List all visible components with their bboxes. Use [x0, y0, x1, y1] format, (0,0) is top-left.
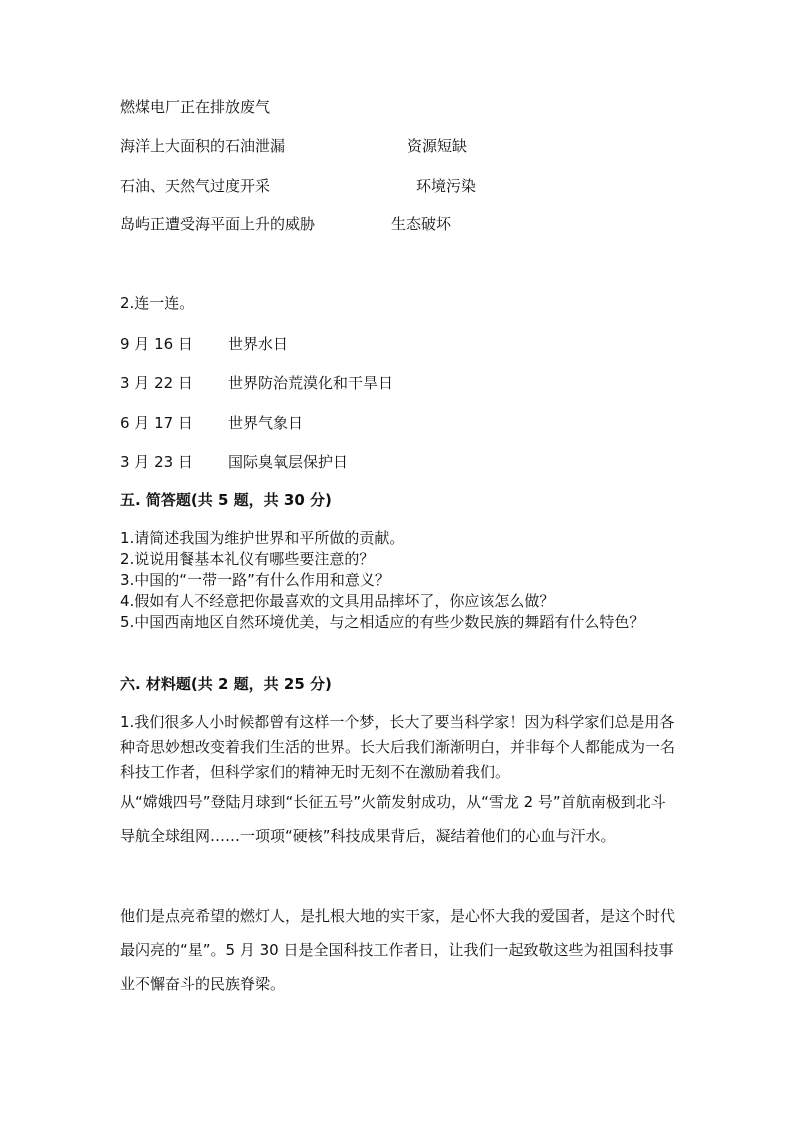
section6-paragraph-2: 从“嫦娥四号”登陆月球到“长征五号”火箭发射成功，从“雪龙 2 号”首航南极到北斗导航全球组网……一项项“硬核”科技成果背后，凝结着他们的心血与汗水。	[120, 793, 666, 845]
match2-date-4: 3 月 23 日	[120, 453, 193, 471]
match2-day-3: 世界气象日	[228, 414, 304, 432]
match2-date-1: 9 月 16 日	[120, 335, 193, 353]
match2-title: 2.连一连。	[120, 294, 195, 312]
match2-day-4: 国际臭氧层保护日	[228, 453, 349, 471]
section5-question-list	[120, 528, 680, 633]
section5-question-1: 1.请简述我国为维护世界和平所做的贡献。	[120, 529, 405, 547]
section5-question-2: 2.说说用餐基本礼仪有哪些要注意的？	[120, 550, 375, 568]
match1-left-item-4: 岛屿正遭受海平面上升的威胁	[120, 215, 316, 233]
match1-left-item-2: 海洋上大面积的石油泄漏	[120, 137, 286, 155]
match1-right-item-2: 环境污染	[416, 177, 477, 195]
section5-question-3: 3.中国的“一带一路”有什么作用和意义？	[120, 571, 390, 589]
section6-paragraph-3: 他们是点亮希望的燃灯人，是扎根大地的实干家，是心怀大我的爱国者，是这个时代最闪亮的“星”。5 月 30 日是全国科技工作者日，让我们一起致敬这些为祖国科技事业不懈奋斗的民族脊梁。	[120, 907, 676, 993]
section6-heading: 六. 材料题(共 2 题，共 25 分)	[120, 675, 332, 693]
match2-day-2: 世界防治荒漠化和干旱日	[228, 374, 394, 392]
section6-paragraph-1: 1.我们很多人小时候都曾有这样一个梦，长大了要当科学家！因为科学家们总是用各种奇思妙想改变着我们生活的世界。长大后我们渐渐明白，并非每个人都能成为一名科技工作者，但科学家们的精神无时无刻不在激励着我们。	[120, 713, 676, 781]
match2-day-1: 世界水日	[228, 335, 289, 353]
match1-left-item-3: 石油、天然气过度开采	[120, 177, 271, 195]
match1-left-item-1: 燃煤电厂正在排放废气	[120, 98, 271, 116]
section5-question-5: 5.中国西南地区自然环境优美，与之相适应的有些少数民族的舞蹈有什么特色？	[120, 613, 645, 631]
match2-date-2: 3 月 22 日	[120, 374, 193, 392]
match1-right-item-1: 资源短缺	[407, 137, 468, 155]
match1-right-item-3: 生态破坏	[391, 215, 452, 233]
section5-question-4: 4.假如有人不经意把你最喜欢的文具用品摔坏了，你应该怎么做？	[120, 592, 555, 610]
section5-heading: 五. 简答题(共 5 题，共 30 分)	[120, 491, 332, 509]
match2-date-3: 6 月 17 日	[120, 414, 193, 432]
